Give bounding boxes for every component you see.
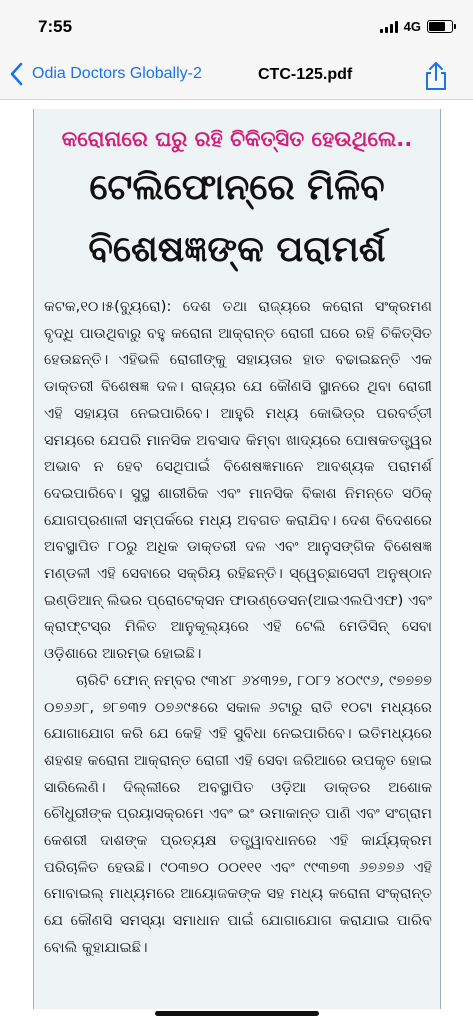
battery-icon (427, 20, 453, 33)
status-time: 7:55 (38, 17, 73, 36)
pdf-viewer[interactable] (0, 101, 473, 1024)
article-headline-line2: ବିଶେଷଜ୍ଞଙ୍କ ପରାମର୍ଶ (88, 229, 386, 270)
back-label: Odia Doctors Globally-2 (32, 65, 202, 82)
share-button[interactable] (423, 61, 449, 91)
article-paragraph: ଚାରିଟି ଫୋନ୍ ନମ୍ବର ୯୩୪୮ ୬୪୩୨୭, ୮୦୮୨ ୪୦୯୯୬, ୯୭୭୭୭ ୦୭୬୬୮, ୭୮୭୩୨ ୦୭୬୯୫ରେ ସକାଳ ୬ଟାରୁ ରାତି ୧୦ଟା ମଧ୍ୟରେ ଯୋଗାଯୋଗ କରି ଯେ କେହି ଏହି ସୁବିଧା ନେଇପାରିବେ। ଇତିମଧ୍ୟରେ ଶହଶହ କରୋନା ଆକ୍ରାନ୍ତ ରୋଗୀ ଏହି ସେବା ଜରିଆରେ ଉପକୃତ ହୋଇ ସାରିଲେଣି। ଦିଲ୍ଲୀରେ ଅବସ୍ଥାପିତ ଓଡ଼ିଆ ଡାକ୍ତର ଅଶୋକ ଚୌଧୁରୀଙ୍କ ପ୍ରୟାସକ୍ରମେ ଏବଂ ଇଂ ଉମାକାନ୍ତ ପାଣି ଏବଂ ସଂଗ୍ରାମ କେଶରୀ ଦାଶଙ୍କ ପ୍ରତ୍ୟକ୍ଷ ତତ୍ତ୍ୱାବଧାନରେ ଏହି କାର୍ଯ୍ୟକ୍ରମ ପରିଚାଳିତ ହେଉଛି। ୯୦୩୭୦ ୦୦୧୧୧ ଏବଂ ୯୯୩୭୩ ୬୭୬୭୬ ଏହି ମୋବାଇଲ୍ ମାଧ୍ୟମରେ ଆୟୋଜକଙ୍କ ସହ ମଧ୍ୟ କରୋନା ସଂକ୍ରାନ୍ତ ଯେ କୌଣସି ସମସ୍ୟା ସମାଧାନ ପାଇଁ ଯୋଗାଯୋଗ କରାଯାଇ ପାରିବ ବୋଲି କୁହାଯାଇଛି। (44, 671, 432, 956)
article-headline-line1: ଟେଲିଫୋନ୍‌ରେ ମିଳିବ (89, 167, 385, 208)
status-indicators (380, 19, 453, 34)
article-body (44, 294, 432, 962)
home-indicator[interactable] (155, 1011, 319, 1016)
article-kicker: କରୋନାରେ ଘରୁ ରହି ଚିକିତ୍ସିତ ହେଉଥିଲେ.. (61, 127, 413, 151)
status-bar (0, 0, 473, 54)
share-icon (423, 61, 449, 91)
network-type: 4G (403, 19, 421, 34)
newspaper-clipping (33, 109, 441, 1009)
document-title: CTC-125.pdf (258, 66, 353, 83)
navigation-bar (0, 54, 473, 100)
signal-icon (380, 21, 398, 33)
chevron-left-icon (10, 62, 24, 86)
back-button[interactable] (10, 62, 202, 86)
article-paragraph: କଟକ,୧୦।୫(ବ୍ୟୁରୋ): ଦେଶ ତଥା ରାଜ୍ୟରେ କରୋନା ସଂକ୍ରମଣ ବୃଦ୍ଧି ପାଉଥିବାରୁ ବହୁ କରୋନା ଆକ୍ରାନ୍ତ ରୋଗୀ ଘରେ ରହି ଚିକିତ୍ସିତ ହେଉଛନ୍ତି। ଏହିଭଳି ରୋଗୀଙ୍କୁ ସହାୟତାର ହାତ ବଢାଇଛନ୍ତି ଏକ ଡାକ୍ତରୀ ବିଶେଷଜ୍ଞ ଦଳ। ରାଜ୍ୟର ଯେ କୌଣସି ସ୍ଥାନରେ ଥିବା ରୋଗୀ ଏହି ସହାୟତା ନେଇପାରିବେ। ଆହୁରି ମଧ୍ୟ କୋଭିଡ୍‌ର ପରବର୍ତ୍ତୀ ସମୟରେ ଯେପରି ମାନସିକ ଅବସାଦ କିମ୍ବା ଖାଦ୍ୟରେ ପୋଷକତତ୍ତ୍ୱର ଅଭାବ ନ ହେବ ସେଥିପାଇଁ ବିଶେଷଜ୍ଞମାନେ ଆବଶ୍ୟକ ପରାମର୍ଶ ଦେଇପାରିବେ। ସୁସ୍ଥ ଶାରୀରିକ ଏବଂ ମାନସିକ ବିକାଶ ନିମନ୍ତେ ସଠିକ୍ ଯୋଗପ୍ରଣାଳୀ ସମ୍ପର୍କରେ ମଧ୍ୟ ଅବଗତ କରାଯିବ। ଦେଶ ବିଦେଶରେ ଅବସ୍ଥାପିତ ୮୦ରୁ ଅଧିକ ଡାକ୍ତରୀ ଦଳ ଏବଂ ଆନୁସଙ୍ଗିକ ବିଶେଷଜ୍ଞ ମଣ୍ଡଳୀ ଏହି ସେବାରେ ସକ୍ରିୟ ରହିଛନ୍ତି। ସ୍ୱେଚ୍ଛାସେବୀ ଅନୁଷ୍ଠାନ ଇଣ୍ଡିଆନ୍ ଲିଭର ପ୍ରୋଟେକ୍ସନ ଫାଉଣ୍ଡେସନ(ଆଇଏଲପିଏଫ) ଏବଂ କ୍ରାଫ୍ଟସ୍‌ର ମିଳିତ ଆନୁକୂଲ୍ୟରେ ଏହି ଟେଲି ମେଡିସିନ୍ ସେବା ଓଡ଼ିଶାରେ ଆରମ୍ଭ ହୋଇଛି। (44, 298, 432, 663)
